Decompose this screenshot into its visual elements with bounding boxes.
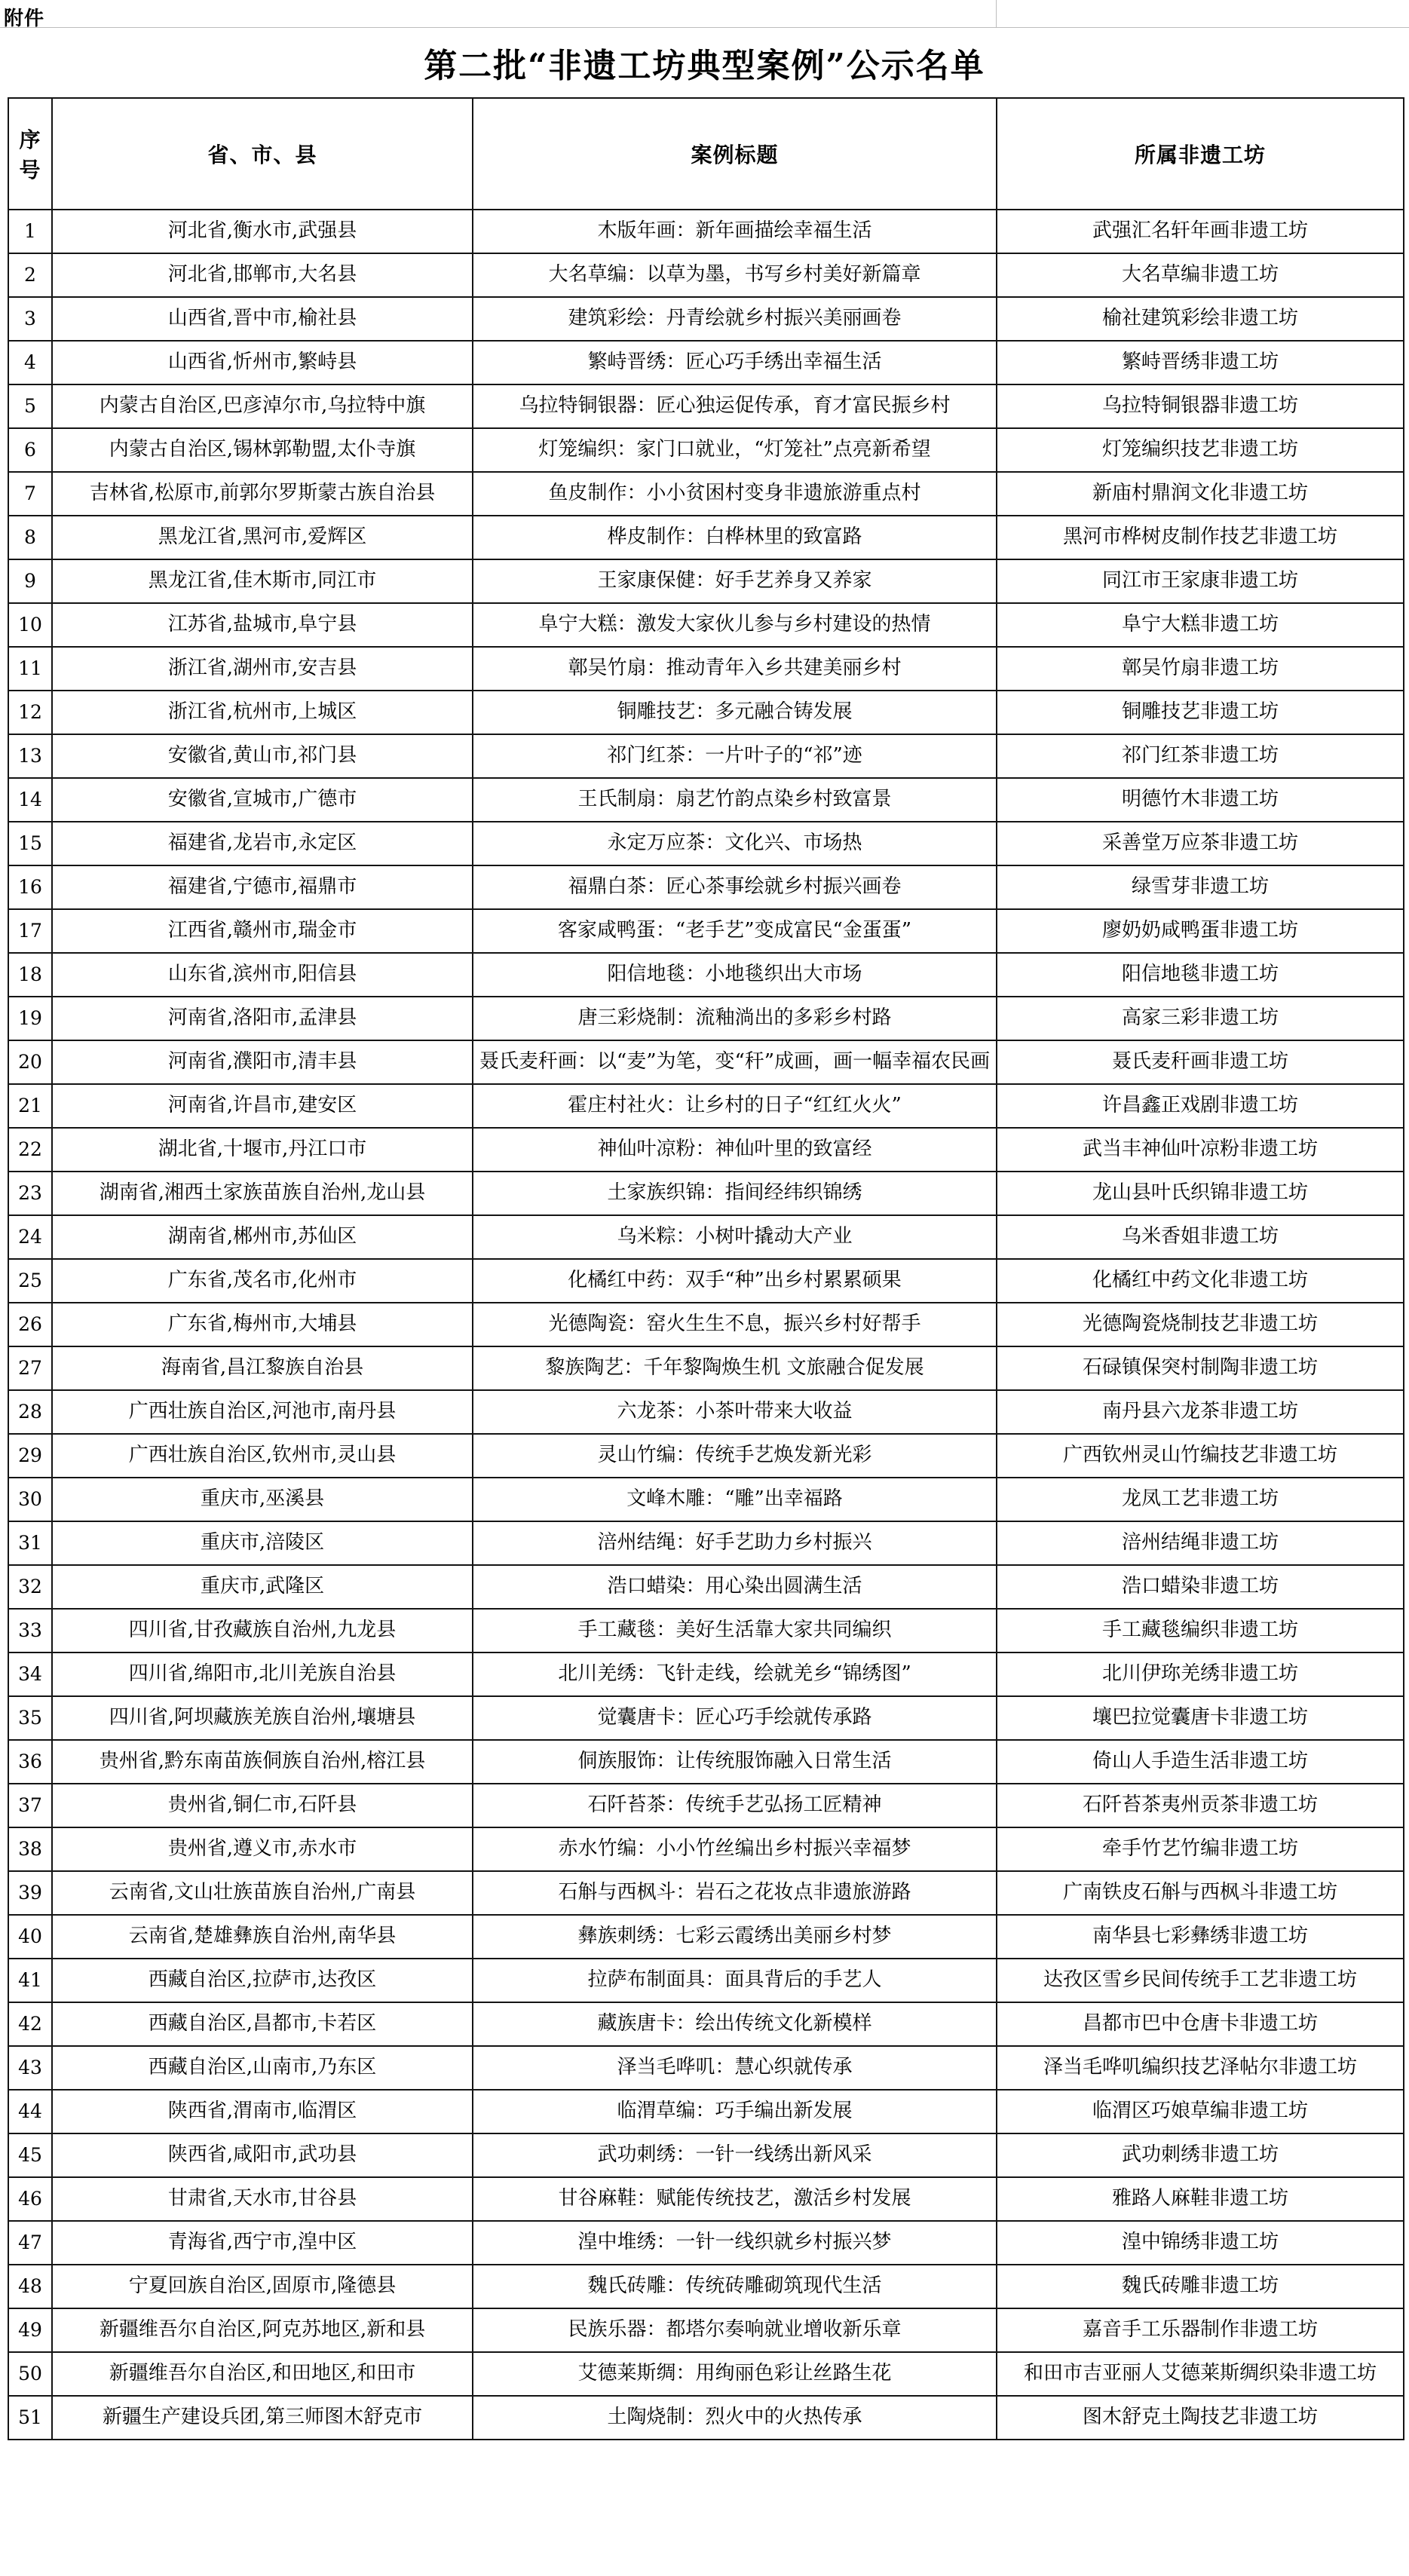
row-number-cell: 20 (8, 1040, 52, 1084)
attachment-band (0, 0, 1409, 28)
workshop-cell: 北川伊珎羌绣非遗工坊 (997, 1652, 1404, 1696)
region-cell: 广西壮族自治区,钦州市,灵山县 (52, 1434, 473, 1478)
region-cell: 内蒙古自治区,锡林郭勒盟,太仆寺旗 (52, 428, 473, 472)
case-title-cell: 黎族陶艺：千年黎陶焕生机 文旅融合促发展 (473, 1346, 997, 1390)
title-band (0, 28, 1409, 97)
case-title-cell: 赤水竹编：小小竹丝编出乡村振兴幸福梦 (473, 1827, 997, 1871)
case-title-cell: 文峰木雕：“雕”出幸福路 (473, 1478, 997, 1521)
workshop-cell: 榆社建筑彩绘非遗工坊 (997, 297, 1404, 341)
row-number-cell: 5 (8, 384, 52, 428)
case-title-cell: 霍庄村社火：让乡村的日子“红红火火” (473, 1084, 997, 1128)
region-cell: 安徽省,黄山市,祁门县 (52, 734, 473, 778)
region-cell: 河南省,濮阳市,清丰县 (52, 1040, 473, 1084)
workshop-cell: 灯笼编织技艺非遗工坊 (997, 428, 1404, 472)
row-number-cell: 2 (8, 253, 52, 297)
row-number-cell: 33 (8, 1609, 52, 1652)
workshop-cell: 石阡苔茶夷州贡茶非遗工坊 (997, 1784, 1404, 1827)
table-row (8, 647, 1404, 691)
case-title-cell: 甘谷麻鞋：赋能传统技艺，激活乡村发展 (473, 2177, 997, 2221)
case-title-cell: 大名草编：以草为墨，书写乡村美好新篇章 (473, 253, 997, 297)
case-title-cell: 北川羌绣：飞针走线，绘就羌乡“锦绣图” (473, 1652, 997, 1696)
row-number-cell: 16 (8, 865, 52, 909)
region-cell: 重庆市,涪陵区 (52, 1521, 473, 1565)
row-number-cell: 39 (8, 1871, 52, 1915)
row-number-cell: 7 (8, 472, 52, 516)
table-row (8, 2090, 1404, 2133)
region-cell: 广东省,梅州市,大埔县 (52, 1303, 473, 1346)
case-title-cell: 侗族服饰：让传统服饰融入日常生活 (473, 1740, 997, 1784)
case-title-cell: 石斛与西枫斗：岩石之花妆点非遗旅游路 (473, 1871, 997, 1915)
region-cell: 福建省,龙岩市,永定区 (52, 822, 473, 865)
row-number-cell: 34 (8, 1652, 52, 1696)
workshop-cell: 许昌鑫正戏剧非遗工坊 (997, 1084, 1404, 1128)
case-title-cell: 乌拉特铜银器：匠心独运促传承，育才富民振乡村 (473, 384, 997, 428)
workshop-cell: 乌拉特铜银器非遗工坊 (997, 384, 1404, 428)
region-cell: 云南省,文山壮族苗族自治州,广南县 (52, 1871, 473, 1915)
case-title-cell: 神仙叶凉粉：神仙叶里的致富经 (473, 1128, 997, 1172)
table-row (8, 2177, 1404, 2221)
region-cell: 安徽省,宣城市,广德市 (52, 778, 473, 822)
region-cell: 福建省,宁德市,福鼎市 (52, 865, 473, 909)
row-number-cell: 49 (8, 2308, 52, 2352)
case-title-cell: 客家咸鸭蛋：“老手艺”变成富民“金蛋蛋” (473, 909, 997, 953)
table-row (8, 1128, 1404, 1172)
region-cell: 云南省,楚雄彝族自治州,南华县 (52, 1915, 473, 1959)
workshop-cell: 嘉音手工乐器制作非遗工坊 (997, 2308, 1404, 2352)
workshop-cell: 浩口蜡染非遗工坊 (997, 1565, 1404, 1609)
region-cell: 贵州省,遵义市,赤水市 (52, 1827, 473, 1871)
cases-table (8, 97, 1404, 2440)
region-cell: 贵州省,黔东南苗族侗族自治州,榕江县 (52, 1740, 473, 1784)
case-title-cell: 六龙茶：小茶叶带来大收益 (473, 1390, 997, 1434)
workshop-cell: 泽当毛哗叽编织技艺泽帖尔非遗工坊 (997, 2046, 1404, 2090)
workshop-cell: 绿雪芽非遗工坊 (997, 865, 1404, 909)
region-cell: 广东省,茂名市,化州市 (52, 1259, 473, 1303)
workshop-cell: 图木舒克土陶技艺非遗工坊 (997, 2396, 1404, 2440)
table-row (8, 2396, 1404, 2440)
row-number-cell: 27 (8, 1346, 52, 1390)
workshop-cell: 武强汇名轩年画非遗工坊 (997, 210, 1404, 253)
table-row (8, 1696, 1404, 1740)
workshop-cell: 临渭区巧娘草编非遗工坊 (997, 2090, 1404, 2133)
case-title-cell: 阳信地毯：小地毯织出大市场 (473, 953, 997, 997)
col-header-region: 省、市、县 (52, 98, 473, 210)
workshop-cell: 雅路人麻鞋非遗工坊 (997, 2177, 1404, 2221)
row-number-cell: 14 (8, 778, 52, 822)
row-number-cell: 10 (8, 603, 52, 647)
workshop-cell: 高家三彩非遗工坊 (997, 997, 1404, 1040)
workshop-cell: 手工藏毯编织非遗工坊 (997, 1609, 1404, 1652)
row-number-cell: 41 (8, 1959, 52, 2002)
region-cell: 西藏自治区,拉萨市,达孜区 (52, 1959, 473, 2002)
region-cell: 陕西省,渭南市,临渭区 (52, 2090, 473, 2133)
region-cell: 河北省,衡水市,武强县 (52, 210, 473, 253)
region-cell: 广西壮族自治区,河池市,南丹县 (52, 1390, 473, 1434)
case-title-cell: 魏氏砖雕：传统砖雕砌筑现代生活 (473, 2265, 997, 2308)
case-title-cell: 鄣吴竹扇：推动青年入乡共建美丽乡村 (473, 647, 997, 691)
table-row (8, 2133, 1404, 2177)
region-cell: 内蒙古自治区,巴彦淖尔市,乌拉特中旗 (52, 384, 473, 428)
table-row (8, 1478, 1404, 1521)
case-title-cell: 武功刺绣：一针一线绣出新风采 (473, 2133, 997, 2177)
table-row (8, 516, 1404, 559)
workshop-cell: 采善堂万应茶非遗工坊 (997, 822, 1404, 865)
workshop-cell: 魏氏砖雕非遗工坊 (997, 2265, 1404, 2308)
region-cell: 吉林省,松原市,前郭尔罗斯蒙古族自治县 (52, 472, 473, 516)
case-title-cell: 拉萨布制面具：面具背后的手艺人 (473, 1959, 997, 2002)
case-title-cell: 觉囊唐卡：匠心巧手绘就传承路 (473, 1696, 997, 1740)
case-title-cell: 祁门红茶：一片叶子的“祁”迹 (473, 734, 997, 778)
table-row (8, 953, 1404, 997)
region-cell: 山东省,滨州市,阳信县 (52, 953, 473, 997)
workshop-cell: 鄣吴竹扇非遗工坊 (997, 647, 1404, 691)
case-title-cell: 桦皮制作：白桦林里的致富路 (473, 516, 997, 559)
table-row (8, 210, 1404, 253)
case-title-cell: 土家族织锦：指间经纬织锦绣 (473, 1172, 997, 1215)
case-title-cell: 土陶烧制：烈火中的火热传承 (473, 2396, 997, 2440)
region-cell: 四川省,甘孜藏族自治州,九龙县 (52, 1609, 473, 1652)
case-title-cell: 灵山竹编：传统手艺焕发新光彩 (473, 1434, 997, 1478)
workshop-cell: 倚山人手造生活非遗工坊 (997, 1740, 1404, 1784)
region-cell: 黑龙江省,黑河市,爱辉区 (52, 516, 473, 559)
region-cell: 浙江省,湖州市,安吉县 (52, 647, 473, 691)
workshop-cell: 化橘红中药文化非遗工坊 (997, 1259, 1404, 1303)
table-row (8, 822, 1404, 865)
region-cell: 甘肃省,天水市,甘谷县 (52, 2177, 473, 2221)
region-cell: 河南省,许昌市,建安区 (52, 1084, 473, 1128)
row-number-cell: 51 (8, 2396, 52, 2440)
row-number-cell: 31 (8, 1521, 52, 1565)
row-number-cell: 13 (8, 734, 52, 778)
workshop-cell: 南华县七彩彝绣非遗工坊 (997, 1915, 1404, 1959)
row-number-cell: 18 (8, 953, 52, 997)
table-row (8, 384, 1404, 428)
case-title-cell: 鱼皮制作：小小贫困村变身非遗旅游重点村 (473, 472, 997, 516)
workshop-cell: 南丹县六龙茶非遗工坊 (997, 1390, 1404, 1434)
col-header-no: 序号 (8, 98, 52, 210)
row-number-cell: 44 (8, 2090, 52, 2133)
case-title-cell: 乌米粽：小树叶撬动大产业 (473, 1215, 997, 1259)
row-number-cell: 47 (8, 2221, 52, 2265)
table-row (8, 1084, 1404, 1128)
case-title-cell: 阜宁大糕：激发大家伙儿参与乡村建设的热情 (473, 603, 997, 647)
workshop-cell: 廖奶奶咸鸭蛋非遗工坊 (997, 909, 1404, 953)
region-cell: 湖南省,湘西土家族苗族自治州,龙山县 (52, 1172, 473, 1215)
table-row (8, 559, 1404, 603)
col-header-title: 案例标题 (473, 98, 997, 210)
workshop-cell: 繁峙晋绣非遗工坊 (997, 341, 1404, 384)
case-title-cell: 涪州结绳：好手艺助力乡村振兴 (473, 1521, 997, 1565)
region-cell: 贵州省,铜仁市,石阡县 (52, 1784, 473, 1827)
region-cell: 陕西省,咸阳市,武功县 (52, 2133, 473, 2177)
row-number-cell: 11 (8, 647, 52, 691)
row-number-cell: 25 (8, 1259, 52, 1303)
region-cell: 浙江省,杭州市,上城区 (52, 691, 473, 734)
workshop-cell: 聂氏麦秆画非遗工坊 (997, 1040, 1404, 1084)
row-number-cell: 28 (8, 1390, 52, 1434)
case-title-cell: 临渭草编：巧手编出新发展 (473, 2090, 997, 2133)
region-cell: 西藏自治区,昌都市,卡若区 (52, 2002, 473, 2046)
table-row (8, 1915, 1404, 1959)
workshop-cell: 涪州结绳非遗工坊 (997, 1521, 1404, 1565)
table-row (8, 1609, 1404, 1652)
workshop-cell: 广西钦州灵山竹编技艺非遗工坊 (997, 1434, 1404, 1478)
case-title-cell: 福鼎白茶：匠心茶事绘就乡村振兴画卷 (473, 865, 997, 909)
table-row (8, 603, 1404, 647)
region-cell: 江西省,赣州市,瑞金市 (52, 909, 473, 953)
table-row (8, 997, 1404, 1040)
region-cell: 新疆维吾尔自治区,阿克苏地区,新和县 (52, 2308, 473, 2352)
case-title-cell: 王氏制扇：扇艺竹韵点染乡村致富景 (473, 778, 997, 822)
row-number-cell: 24 (8, 1215, 52, 1259)
row-number-cell: 50 (8, 2352, 52, 2396)
row-number-cell: 22 (8, 1128, 52, 1172)
workshop-cell: 牵手竹艺竹编非遗工坊 (997, 1827, 1404, 1871)
table-row (8, 909, 1404, 953)
workshop-cell: 铜雕技艺非遗工坊 (997, 691, 1404, 734)
row-number-cell: 30 (8, 1478, 52, 1521)
case-title-cell: 浩口蜡染：用心染出圆满生活 (473, 1565, 997, 1609)
row-number-cell: 35 (8, 1696, 52, 1740)
table-row (8, 1390, 1404, 1434)
case-title-cell: 化橘红中药：双手“种”出乡村累累硕果 (473, 1259, 997, 1303)
table-row (8, 1215, 1404, 1259)
table-body (8, 210, 1404, 2440)
case-title-cell: 藏族唐卡：绘出传统文化新模样 (473, 2002, 997, 2046)
row-number-cell: 21 (8, 1084, 52, 1128)
workshop-cell: 石碌镇保突村制陶非遗工坊 (997, 1346, 1404, 1390)
case-title-cell: 铜雕技艺：多元融合铸发展 (473, 691, 997, 734)
region-cell: 西藏自治区,山南市,乃东区 (52, 2046, 473, 2090)
region-cell: 重庆市,巫溪县 (52, 1478, 473, 1521)
table-row (8, 2046, 1404, 2090)
row-number-cell: 26 (8, 1303, 52, 1346)
workshop-cell: 阳信地毯非遗工坊 (997, 953, 1404, 997)
table-row (8, 734, 1404, 778)
table-row (8, 341, 1404, 384)
header-row (8, 98, 1404, 210)
workshop-cell: 龙凤工艺非遗工坊 (997, 1478, 1404, 1521)
region-cell: 重庆市,武隆区 (52, 1565, 473, 1609)
row-number-cell: 32 (8, 1565, 52, 1609)
row-number-cell: 19 (8, 997, 52, 1040)
workshop-cell: 大名草编非遗工坊 (997, 253, 1404, 297)
region-cell: 四川省,阿坝藏族羌族自治州,壤塘县 (52, 1696, 473, 1740)
attachment-label: 附件 (4, 8, 45, 30)
table-row (8, 1346, 1404, 1390)
table-row (8, 1303, 1404, 1346)
table-row (8, 1172, 1404, 1215)
row-number-cell: 46 (8, 2177, 52, 2221)
table-row (8, 1740, 1404, 1784)
gridline-vertical (996, 0, 997, 27)
row-number-cell: 29 (8, 1434, 52, 1478)
region-cell: 青海省,西宁市,湟中区 (52, 2221, 473, 2265)
workshop-cell: 乌米香姐非遗工坊 (997, 1215, 1404, 1259)
row-number-cell: 12 (8, 691, 52, 734)
region-cell: 山西省,忻州市,繁峙县 (52, 341, 473, 384)
region-cell: 新疆生产建设兵团,第三师图木舒克市 (52, 2396, 473, 2440)
table-row (8, 2002, 1404, 2046)
region-cell: 海南省,昌江黎族自治县 (52, 1346, 473, 1390)
row-number-cell: 23 (8, 1172, 52, 1215)
workshop-cell: 祁门红茶非遗工坊 (997, 734, 1404, 778)
case-title-cell: 建筑彩绘：丹青绘就乡村振兴美丽画卷 (473, 297, 997, 341)
workshop-cell: 湟中锦绣非遗工坊 (997, 2221, 1404, 2265)
case-title-cell: 繁峙晋绣：匠心巧手绣出幸福生活 (473, 341, 997, 384)
workshop-cell: 广南铁皮石斛与西枫斗非遗工坊 (997, 1871, 1404, 1915)
region-cell: 湖南省,郴州市,苏仙区 (52, 1215, 473, 1259)
row-number-cell: 45 (8, 2133, 52, 2177)
table-row (8, 253, 1404, 297)
row-number-cell: 38 (8, 1827, 52, 1871)
region-cell: 湖北省,十堰市,丹江口市 (52, 1128, 473, 1172)
table-row (8, 1959, 1404, 2002)
workshop-cell: 黑河市桦树皮制作技艺非遗工坊 (997, 516, 1404, 559)
case-title-cell: 光德陶瓷：窑火生生不息，振兴乡村好帮手 (473, 1303, 997, 1346)
row-number-cell: 40 (8, 1915, 52, 1959)
table-row (8, 1871, 1404, 1915)
case-title-cell: 王家康保健：好手艺养身又养家 (473, 559, 997, 603)
workshop-cell: 同江市王家康非遗工坊 (997, 559, 1404, 603)
case-title-cell: 唐三彩烧制：流釉淌出的多彩乡村路 (473, 997, 997, 1040)
table-row (8, 1521, 1404, 1565)
workshop-cell: 阜宁大糕非遗工坊 (997, 603, 1404, 647)
table-row (8, 1434, 1404, 1478)
case-title-cell: 手工藏毯：美好生活靠大家共同编织 (473, 1609, 997, 1652)
row-number-cell: 4 (8, 341, 52, 384)
table-row (8, 1827, 1404, 1871)
table-row (8, 2265, 1404, 2308)
workshop-cell: 武功刺绣非遗工坊 (997, 2133, 1404, 2177)
row-number-cell: 3 (8, 297, 52, 341)
table-row (8, 2308, 1404, 2352)
region-cell: 河南省,洛阳市,孟津县 (52, 997, 473, 1040)
case-title-cell: 木版年画：新年画描绘幸福生活 (473, 210, 997, 253)
case-title-cell: 彝族刺绣：七彩云霞绣出美丽乡村梦 (473, 1915, 997, 1959)
region-cell: 黑龙江省,佳木斯市,同江市 (52, 559, 473, 603)
table-row (8, 2221, 1404, 2265)
region-cell: 江苏省,盐城市,阜宁县 (52, 603, 473, 647)
row-number-cell: 15 (8, 822, 52, 865)
case-title-cell: 石阡苔茶：传统手艺弘扬工匠精神 (473, 1784, 997, 1827)
table-row (8, 691, 1404, 734)
workshop-cell: 明德竹木非遗工坊 (997, 778, 1404, 822)
region-cell: 宁夏回族自治区,固原市,隆德县 (52, 2265, 473, 2308)
workshop-cell: 达孜区雪乡民间传统手工艺非遗工坊 (997, 1959, 1404, 2002)
row-number-cell: 43 (8, 2046, 52, 2090)
page-title: 第二批“非遗工坊典型案例”公示名单 (424, 47, 985, 85)
workshop-cell: 和田市吉亚丽人艾德莱斯绸织染非遗工坊 (997, 2352, 1404, 2396)
workshop-cell: 龙山县叶氏织锦非遗工坊 (997, 1172, 1404, 1215)
case-title-cell: 民族乐器：都塔尔奏响就业增收新乐章 (473, 2308, 997, 2352)
workshop-cell: 昌都市巴中仓唐卡非遗工坊 (997, 2002, 1404, 2046)
region-cell: 河北省,邯郸市,大名县 (52, 253, 473, 297)
row-number-cell: 6 (8, 428, 52, 472)
row-number-cell: 9 (8, 559, 52, 603)
table-row (8, 428, 1404, 472)
row-number-cell: 17 (8, 909, 52, 953)
workshop-cell: 武当丰神仙叶凉粉非遗工坊 (997, 1128, 1404, 1172)
case-title-cell: 灯笼编织：家门口就业，“灯笼社”点亮新希望 (473, 428, 997, 472)
table-row (8, 297, 1404, 341)
table-row (8, 2352, 1404, 2396)
workshop-cell: 新庙村鼎润文化非遗工坊 (997, 472, 1404, 516)
case-title-cell: 永定万应茶：文化兴、市场热 (473, 822, 997, 865)
case-title-cell: 聂氏麦秆画：以“麦”为笔，变“秆”成画，画一幅幸福农民画 (473, 1040, 997, 1084)
row-number-cell: 8 (8, 516, 52, 559)
table-row (8, 1652, 1404, 1696)
row-number-cell: 36 (8, 1740, 52, 1784)
table-row (8, 1784, 1404, 1827)
table-row (8, 865, 1404, 909)
workshop-cell: 光德陶瓷烧制技艺非遗工坊 (997, 1303, 1404, 1346)
region-cell: 四川省,绵阳市,北川羌族自治县 (52, 1652, 473, 1696)
table-row (8, 1565, 1404, 1609)
table-row (8, 1040, 1404, 1084)
region-cell: 新疆维吾尔自治区,和田地区,和田市 (52, 2352, 473, 2396)
row-number-cell: 1 (8, 210, 52, 253)
row-number-cell: 37 (8, 1784, 52, 1827)
case-title-cell: 艾德莱斯绸：用绚丽色彩让丝路生花 (473, 2352, 997, 2396)
table-row (8, 1259, 1404, 1303)
case-title-cell: 湟中堆绣：一针一线织就乡村振兴梦 (473, 2221, 997, 2265)
region-cell: 山西省,晋中市,榆社县 (52, 297, 473, 341)
row-number-cell: 48 (8, 2265, 52, 2308)
case-title-cell: 泽当毛哗叽：慧心织就传承 (473, 2046, 997, 2090)
workshop-cell: 壤巴拉觉囊唐卡非遗工坊 (997, 1696, 1404, 1740)
row-number-cell: 42 (8, 2002, 52, 2046)
table-row (8, 778, 1404, 822)
col-header-workshop: 所属非遗工坊 (997, 98, 1404, 210)
table-row (8, 472, 1404, 516)
